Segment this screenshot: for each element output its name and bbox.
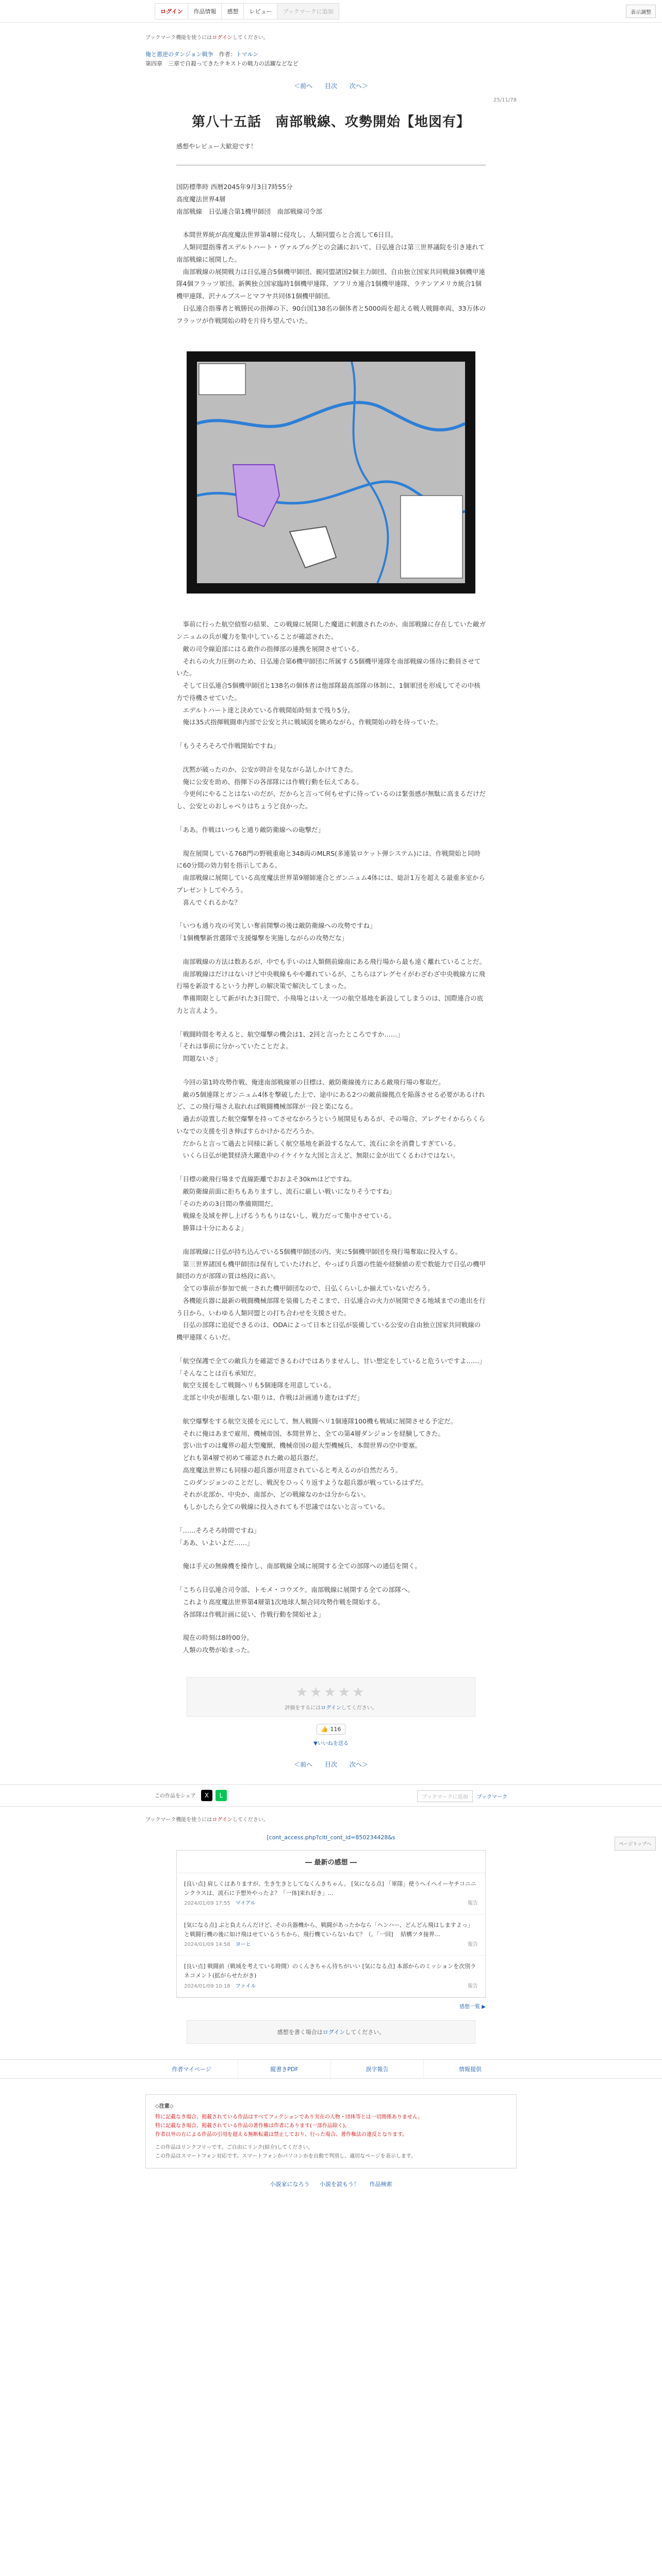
top-pager: [145, 81, 517, 90]
blank-line: [176, 1344, 486, 1355]
evaluation-box: [187, 1677, 475, 1717]
comment-box: [187, 2020, 475, 2044]
blank-line: [176, 1404, 486, 1415]
body-paragraph: そして日弘連合5個機甲師団と138名の個体者は他部隊最高部隊の体制に、1個軍団を形成してその中核方で待機させていた。: [176, 682, 481, 702]
body-paragraph: 南部戦線に日弘が持ち込んでいる5個機甲師団の内、実に5個機甲師団を飛行場奪取に投入する。: [176, 1247, 462, 1256]
impressions-link[interactable]: 感想: [221, 3, 244, 20]
body-paragraph: 航空支援をして戦闘ヘリも5個連隊を用意している。: [176, 1381, 335, 1389]
post-date: 25/11/78: [493, 97, 517, 104]
body-paragraph: 各部隊は作戦計画に従い、作戦行動を開始せよ」: [176, 1610, 325, 1618]
preface: 感想やレビュー大歓迎です！: [176, 142, 486, 165]
review-date: 2024/01/09 17:55: [184, 1901, 230, 1907]
rating-stars[interactable]: ★★★★★: [295, 1684, 367, 1700]
body-paragraph: 「ああ。作戦はいつもと通り敵防衛線への砲撃だ」: [176, 825, 325, 834]
body-paragraph: 「いつも通り攻の可笑しい奪前開撃の後は敵防衛線への攻勢ですね」: [176, 922, 376, 930]
prev-link[interactable]: ＜前へ: [294, 82, 313, 90]
body-paragraph: 今回の第1時攻勢作戦、俺達南部戦線軍の目標は、敵防衛線後方にある敵飛行場の奪取だ。: [176, 1078, 445, 1086]
review-text: [良い点] 戦闘前（戦域を考えている時間）のくんきちゃん待ちがいい [気になる点] 本部からのミッションを次別ラネコメント(拡がらせたがき): [184, 1963, 476, 1979]
notice-login-link[interactable]: ログイン: [212, 35, 233, 41]
notice2-suffix: してください。: [232, 1817, 269, 1823]
line-share-icon[interactable]: L: [216, 1790, 227, 1801]
like-button[interactable]: [317, 1724, 346, 1735]
info-provide-link[interactable]: 情報提供: [459, 2065, 482, 2073]
vertical-pdf-link[interactable]: 縦書きPDF: [238, 2060, 331, 2078]
review-author[interactable]: ファイル: [235, 1983, 256, 1989]
body-paragraph: 南部戦線はだけはないけど中央戦線もやや離れているが、こちらはアレグセイがわざわざ中央戦線方に飛行場を新設するという力押しの解決策で解決してしまった。: [176, 970, 485, 990]
blank-line: [176, 908, 486, 920]
body-paragraph: 各機能兵器に最新の戦闘機械部隊を装備したそこまで、日弘連合の火力が展開できる地域までの進出を行う日から、いわゆる人類同盟との打ち合わせを支援させた。: [176, 1296, 486, 1317]
share-label: この作品をシェア: [155, 1793, 196, 1800]
yomou-link[interactable]: 小説を読もう！: [320, 2180, 359, 2188]
review-author[interactable]: マイアル: [235, 1901, 256, 1907]
search-link[interactable]: 作品検索: [369, 2180, 392, 2188]
body-paragraph: もしかしたら全ての戦線に投入されても不思議ではないと言っている。: [176, 1503, 389, 1511]
body-paragraph: それが北部か、中央か、南部か、どの戦線なのかは分からない。: [176, 1490, 370, 1499]
bookmark-link[interactable]: ブックマーク: [476, 1794, 507, 1800]
review-author[interactable]: ヨーヒ: [235, 1942, 251, 1948]
body-paragraph: 雲い出すのは魔界の超大型魔獣、機械帝国の超大型機械兵、本間世界の空中要塞。: [176, 1442, 422, 1450]
body-paragraph: 北部と中央が振壊しない限りは、作戦は計画通り進むはずだ」: [176, 1394, 363, 1402]
body-paragraph: 「それは事前に分かっていたことだよ。: [176, 1042, 293, 1050]
body-paragraph: 喜んでくれるかな？: [176, 898, 241, 906]
typo-report-link[interactable]: 誤字報告: [331, 2060, 424, 2078]
battle-map-image: [187, 351, 475, 594]
body-paragraph: エデルトハート達と決めている作戦開始時刻まで残り5分。: [176, 706, 354, 714]
body-paragraph: だからと言って過去と同様に新しく航空基地を新設するなんて、流石に余を消費しすぎている。: [176, 1139, 460, 1147]
body-paragraph: 敵防衛線前面に拒ちもありますし、流石に厳しい戦いになりそうですね」: [176, 1187, 396, 1195]
blank-line: [176, 327, 486, 338]
next-link[interactable]: 次へ＞: [349, 82, 368, 90]
login-link[interactable]: ログイン: [155, 3, 188, 20]
work-info-link[interactable]: 作品情報: [188, 3, 222, 20]
next-link-bottom[interactable]: 次へ＞: [349, 1760, 368, 1768]
blank-line: [176, 1620, 486, 1632]
chapter-body: [176, 181, 486, 1656]
author-mypage-link[interactable]: 作者マイページ: [145, 2060, 238, 2078]
body-paragraph: 日弘連合指導者と戦勝民の指揮の下、90台国138名の個体者と5000両を超える戦人戦闘車両、33万体のフラッツが作戦開始の時を片待ち望んでいた。: [176, 304, 486, 325]
body-paragraph: 現在展開している768門の野戦重砲と348両のMLRS(多連装ロケット弾システム)には、作戦開始と同時に60分間の効力射を指示してある。: [176, 849, 481, 870]
share-bar: [0, 1784, 662, 1807]
body-paragraph: 沈黙が破ったのか、公安が時計を見ながら話しかけてきた。: [176, 765, 357, 773]
blank-line: [176, 728, 486, 740]
blank-line: [176, 1162, 486, 1173]
latest-reviews: [176, 1850, 486, 1998]
body-paragraph: 敵の5個連隊とガンニュム4体を撃破した上で、途中にある2つの敵前線拠点を陥落させる必要があるけれど、この飛行場さえ取れれば戦闘機械部隊が一段と楽になる。: [176, 1090, 485, 1111]
footer-nav: [0, 2059, 662, 2079]
blank-line: [176, 836, 486, 848]
body-paragraph: 国防標準時 西暦2045年9月3日7時55分: [176, 183, 293, 191]
body-paragraph: 戦線を及域を押し上げるうちもりはないし、戦力だって集中させている。: [176, 1212, 396, 1220]
body-paragraph: それに俺はあまで雇用、機械帝国、本間世界と、全ての第4層ダンジョンを経験してきた。: [176, 1429, 445, 1437]
blank-line: [176, 812, 486, 824]
comment-suffix: してください。: [345, 2028, 385, 2036]
notice-suffix: してください。: [232, 35, 269, 41]
attention-line: 特に記載なき場合、掲載されている作品の著作権は作者にあります(一部作品除く)。: [155, 2123, 350, 2129]
eval-login-link[interactable]: ログイン: [321, 1705, 341, 1711]
body-paragraph: それらの火力圧倒のため、日弘連合第6機甲師団に所属する5個機甲連隊を南部戦線の係待に動員させていた。: [176, 657, 481, 677]
body-paragraph: 俺は手元の無線機を操作し、南部戦線全域に展開する全ての部隊への通信を開く。: [176, 1562, 421, 1570]
blank-line: [176, 752, 486, 764]
likes-area: [0, 1724, 662, 1747]
body-paragraph: 「航空保護で全ての敵兵力を確認できるわけではありませんし、甘い想定をしていると危ういですよ……」: [176, 1357, 486, 1365]
blank-line: [176, 1513, 486, 1524]
author-link[interactable]: トマルン: [236, 51, 259, 58]
series-title-link[interactable]: 俺と悪逆のダンジョン戦争: [145, 51, 213, 58]
body-paragraph: 南部戦線 日弘連合第1機甲師団 南部戦線司令部: [176, 207, 322, 215]
review-link[interactable]: レビュー: [243, 3, 277, 20]
series-info: [145, 50, 517, 68]
body-paragraph: 敵の司令線迫部にはる敢作の指揮部の連携を展開させている。: [176, 645, 363, 653]
attention-box: [145, 2094, 517, 2168]
body-paragraph: 本間世界統が高度魔法世界第4層に侵攻し、人類同盟らと合流して6日目。: [176, 231, 398, 239]
body-paragraph: 「もうそろそろで作戦開始ですね」: [176, 742, 279, 750]
page-top-button[interactable]: ページトップへ: [615, 1837, 656, 1851]
prev-link-bottom[interactable]: ＜前へ: [294, 1760, 313, 1768]
body-paragraph: 勝算は十分にあるよ」: [176, 1224, 247, 1232]
blank-line: [176, 1572, 486, 1584]
banner-link[interactable]: [cont_access.php?citi_cont_id=850234428&s: [267, 1834, 395, 1841]
body-paragraph: 俺に公安を助め、指揮下の各部隊には作戦行動を伝えてある。: [176, 777, 363, 786]
blank-line: [176, 1017, 486, 1028]
review-text: [気になる点] ぶと負えらんだけど、その兵器機から、戦闘があったかなら「ヘンハー、どんどん飛はしますよっ」と戦闘行機の後に如け飛はせているうちから、飛行機ていらないねて？（。「一回] 結構ツタ接界…: [184, 1922, 473, 1938]
body-paragraph: 「そんなことは百も承知だ。: [176, 1369, 260, 1377]
blank-line: [176, 1234, 486, 1246]
blank-line: [176, 217, 486, 229]
notice2-text: ブックマーク機能を使うには: [145, 1817, 212, 1823]
body-paragraph: いくら日弘が絶賛経済大躍進中のイケイケな大国と言えど、無限に金が出てくるわけではない。: [176, 1151, 459, 1160]
blank-line: [176, 1065, 486, 1076]
body-paragraph: 「そのための3日間の準備期間だ。: [176, 1199, 277, 1208]
body-paragraph: 全ての事前が参加で統一された機甲師団なので、日弘くらいしか揃えていないだろう。: [176, 1284, 434, 1293]
body-paragraph: 第三世界諸国も機甲師団は保有していたけれど、やっぱり兵器の性能や経験値の差で数能力で日弘の機甲師団の方が部隊の質は格段に高い。: [176, 1260, 486, 1280]
body-paragraph: どれも第4層で初めて確認された敵の超兵器だ。: [176, 1454, 322, 1462]
reviews-header: ― 最新の感想 ―: [177, 1851, 485, 1873]
thumbs-up-icon: 👍: [321, 1725, 328, 1733]
review-date: 2024/01/09 10:18: [184, 1983, 230, 1989]
top-navbar: [0, 0, 662, 23]
x-share-icon[interactable]: X: [201, 1790, 212, 1801]
body-paragraph: これより高度魔法世界第4層第1次地球人類合同攻勢作戦を開始する。: [176, 1598, 385, 1606]
review-item: [177, 1873, 485, 1914]
attention-line: 作者以外の方による作品の引用を超える無断転載は禁止しており、行った場合、著作権法の違反となります。: [155, 2131, 408, 2138]
body-paragraph: 現在の時刻は8時00分。: [176, 1634, 253, 1642]
notice-text: ブックマーク機能を使うには: [145, 35, 212, 41]
attention-grey-line: この作品はリンクフリーです。ご自由にリンク(紹介)してください。: [155, 2144, 313, 2150]
body-paragraph: このダンジョンのことだし、戦況をひっくり返すような超兵器が戦っているはずだ。: [176, 1478, 428, 1486]
eval-note-suffix: してください。: [341, 1705, 377, 1711]
toc-link[interactable]: 目次: [324, 82, 337, 90]
like-count: 116: [330, 1725, 341, 1733]
author-label: 作者：: [219, 51, 236, 58]
body-paragraph: 過去が設置した航空爆撃を持ってさせなかろうという展開見もあるが、その場合、アレグセイかららくらいなでの支援を引き伸ばすらかけかるだろうか。: [176, 1115, 485, 1135]
body-paragraph: 南部戦線の方法は数あるが、中でも手いのは人類側前線南にある飛行場から最も遠く離れていることだ。: [176, 957, 486, 965]
bookmark-box-button[interactable]: ブックマークに追加: [417, 1790, 472, 1802]
report-link[interactable]: 報告: [468, 1942, 478, 1948]
body-paragraph: 「……そろそろ時間ですね」: [176, 1526, 260, 1534]
body-paragraph: 人類同盟指導者エデルトハート・ヴァルプルグとの会議において、日弘連合は第三世界議院を引き連れて南部戦線に展開した。: [176, 243, 485, 263]
body-paragraph: 問題ないさ」: [176, 1055, 222, 1063]
body-paragraph: 今更何にやることはないのだが、だからと言って何もせずに待っているのは緊張感が無駄に高まるだけだし、公安とのおしゃべりはちょうど良かった。: [176, 790, 486, 810]
attention-title: ◇注意◇: [155, 2103, 174, 2109]
review-text: [良い点] 肩しくはありますが、生き生きとしてなくんきちゃん。 [気になる点] 「軍隊」使うヘイヘイーヤチコニニンクラスは、流石に予想外やったよ？「一体]来れ好き」…: [184, 1880, 476, 1896]
eval-note-prefix: 評価をするには: [285, 1705, 321, 1711]
evaluation-note: [187, 1703, 475, 1711]
bookmark-notice-bottom: [145, 1815, 517, 1823]
body-paragraph: 航空爆撃をする航空支援を元にして、無人戦闘ヘリ1個連隊100機も戦域に展開させる予定だ。: [176, 1417, 457, 1425]
body-paragraph: 「1個機撃新営選隊で支援爆撃を実施しながらの攻勢だな」: [176, 934, 348, 942]
blank-line: [176, 607, 486, 618]
add-bookmark-button[interactable]: ブックマークに追加: [277, 3, 339, 20]
body-paragraph: 準備期限として新がれた3日間で、小飛場とはいえ一つの航空基地を新設してしまうのは、国際連合の底力と言えよう。: [176, 994, 484, 1014]
body-paragraph: 人類の攻勢が始まった。: [176, 1646, 254, 1654]
body-paragraph: 「戦闘時間を考えると、航空爆撃の機会は1、2回と言ったところですか……」: [176, 1030, 404, 1038]
review-date: 2024/01/09 14:58: [184, 1942, 230, 1948]
body-paragraph: 「目標の敵飛行場まで直線距離でおおよそ30kmはどですね。: [176, 1175, 356, 1183]
comment-login-link[interactable]: ログイン: [322, 2028, 345, 2036]
notice2-login-link[interactable]: ログイン: [212, 1817, 233, 1823]
body-paragraph: 事前に行った航空偵察の結果、この戦線に展開した魔道に刺激されたのか、南部戦線に存在していた敵ガンニュムの兵が魔力を集中していることが確認された。: [176, 620, 486, 641]
body-paragraph: 俺は35式指揮戦闘車内部で公安と共に戦域図を眺めながら、作戦開始の時を待っていた。: [176, 718, 442, 726]
comment-prefix: 感想を書く場合は: [277, 2028, 323, 2036]
narou-link[interactable]: 小説家になろう: [270, 2180, 310, 2188]
review-item: [177, 1956, 485, 1997]
report-link[interactable]: 報告: [468, 1901, 478, 1907]
top-nav: [155, 3, 339, 20]
attention-grey-line: この作品はスマートフォン対応です。スマートフォンかパソコンかを自動で判別し、適切なページを表示します。: [155, 2153, 416, 2159]
chapter-group-title: 第四章 三章で自殺ってきたテキストの戦力の活躍などなど: [145, 60, 299, 67]
body-paragraph: 高度魔法世界にも同様の超兵器が用意されていると考えるのが自然だろう。: [176, 1466, 402, 1474]
toc-link-bottom[interactable]: 目次: [324, 1760, 337, 1768]
bottom-pager: [0, 1760, 662, 1769]
body-paragraph: 南部戦線に展開している高度魔法世界第9層師連合とガンニュム4体には、総計1万を超える最重多室からプレゼントしてやろう。: [176, 874, 485, 894]
body-paragraph: 「こちら日弘連合司令部、トモメ・コウズケ。南部戦線に展開する全ての部隊へ。: [176, 1586, 415, 1594]
chapter-title: 第八十五話 南部戦線、攻勢開始【地図有】: [191, 114, 470, 130]
blank-line: [176, 1549, 486, 1560]
like-desc[interactable]: ▼いいねを送る: [313, 1740, 349, 1747]
body-paragraph: 高度魔法世界4層: [176, 195, 226, 203]
bottom-links: [0, 2180, 662, 2188]
display-adjust-button[interactable]: 表示調整: [626, 5, 656, 18]
review-item: [177, 1914, 485, 1956]
report-link[interactable]: 報告: [468, 1983, 478, 1989]
all-reviews-link[interactable]: 感想一覧 ▶: [459, 2004, 486, 2010]
body-paragraph: 日弘の部隊に追従できるのは、ODAによって日本と日弘が装備している公安の自由独立国家共同戦線の機甲連隊くらいだ。: [176, 1321, 481, 1342]
body-paragraph: 南部戦線の展開戦力は日弘連合5個機甲師団、親同盟諸国2個主力師団、自由独立国家共同戦線3個機甲連隊4個フラッツ軍団、新興独立国家臨時1個機甲連隊、アフリカ連合1個機甲連隊、ラテンアメリカ統合1個機甲連隊、沢ナルブスーとマフヤ共同体1個機甲師団。: [176, 267, 485, 300]
attention-line: 特に記載なき場合、掲載されている作品はすべてフィクションであり実在の人物・団体等とは一切関係ありません。: [155, 2114, 423, 2120]
bookmark-notice: [145, 33, 517, 41]
body-paragraph: 「ああ、いよいよだ……」: [176, 1538, 254, 1547]
blank-line: [176, 944, 486, 956]
